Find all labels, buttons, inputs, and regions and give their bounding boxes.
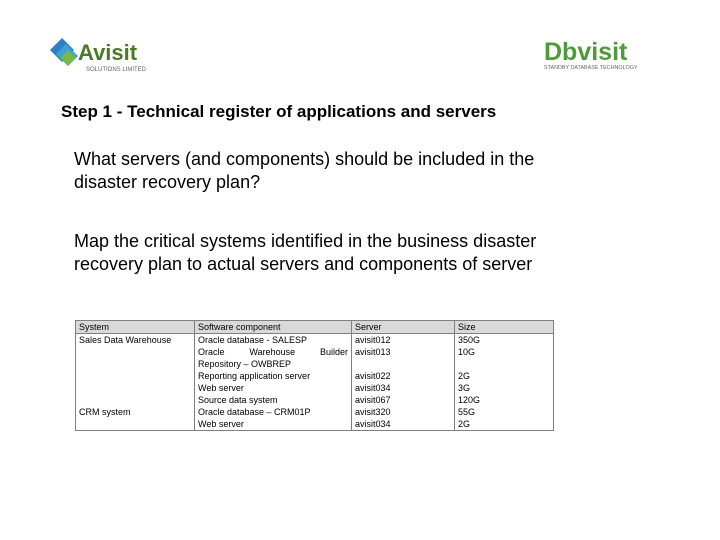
cell-size: 2G <box>455 370 554 382</box>
cell-system: CRM system <box>76 406 195 418</box>
cell-size: 350G <box>455 334 554 347</box>
technical-register-table <box>75 320 554 431</box>
table-row <box>76 394 554 406</box>
cell-component: Web server <box>195 382 352 394</box>
cell-server: avisit320 <box>352 406 455 418</box>
cell-size: 10G <box>455 346 554 370</box>
cell-system <box>76 394 195 406</box>
cell-system <box>76 370 195 382</box>
paragraph-map-systems: Map the critical systems identified in the business disaster recovery plan to actual servers and components of server <box>74 231 537 274</box>
slide-title: Step 1 - Technical register of applications and servers <box>61 102 497 121</box>
header-size: Size <box>455 321 554 334</box>
cell-server: avisit034 <box>352 418 455 431</box>
table-row <box>76 382 554 394</box>
table-row <box>76 406 554 418</box>
avisit-logo-word: Avisit <box>78 40 138 65</box>
cell-component: Oracle database – CRM01P <box>195 406 352 418</box>
cell-system <box>76 382 195 394</box>
header-software-component: Software component <box>195 321 352 334</box>
avisit-logo-sub: SOLUTIONS LIMITED <box>86 67 147 73</box>
cell-size: 120G <box>455 394 554 406</box>
table-row <box>76 334 554 347</box>
avisit-emblem-icon <box>50 38 78 66</box>
header-server: Server <box>352 321 455 334</box>
dbvisit-logo-word: Dbvisit <box>544 38 628 66</box>
cell-component: Oracle database - SALESP <box>195 334 352 347</box>
cell-component: Oracle Warehouse Builder Repository – OWBREP <box>195 346 352 370</box>
header-system: System <box>76 321 195 334</box>
paragraph-servers-question: What servers (and components) should be included in the disaster recovery plan? <box>74 149 535 192</box>
cell-system <box>76 418 195 431</box>
table-row <box>76 418 554 431</box>
cell-size: 3G <box>455 382 554 394</box>
cell-server: avisit022 <box>352 370 455 382</box>
avisit-logo <box>46 32 166 76</box>
cell-system <box>76 346 195 370</box>
cell-component: Source data system <box>195 394 352 406</box>
cell-component: Reporting application server <box>195 370 352 382</box>
cell-server: avisit012 <box>352 334 455 347</box>
cell-server: avisit034 <box>352 382 455 394</box>
cell-server: avisit013 <box>352 346 455 370</box>
table-row <box>76 370 554 382</box>
table-row <box>76 346 554 370</box>
cell-system: Sales Data Warehouse <box>76 334 195 347</box>
cell-size: 2G <box>455 418 554 431</box>
table-header-row <box>76 321 554 334</box>
cell-server: avisit067 <box>352 394 455 406</box>
dbvisit-logo-sub: STANDBY DATABASE TECHNOLOGY <box>544 65 638 71</box>
dbvisit-logo <box>540 36 660 76</box>
cell-size: 55G <box>455 406 554 418</box>
cell-component: Web server <box>195 418 352 431</box>
